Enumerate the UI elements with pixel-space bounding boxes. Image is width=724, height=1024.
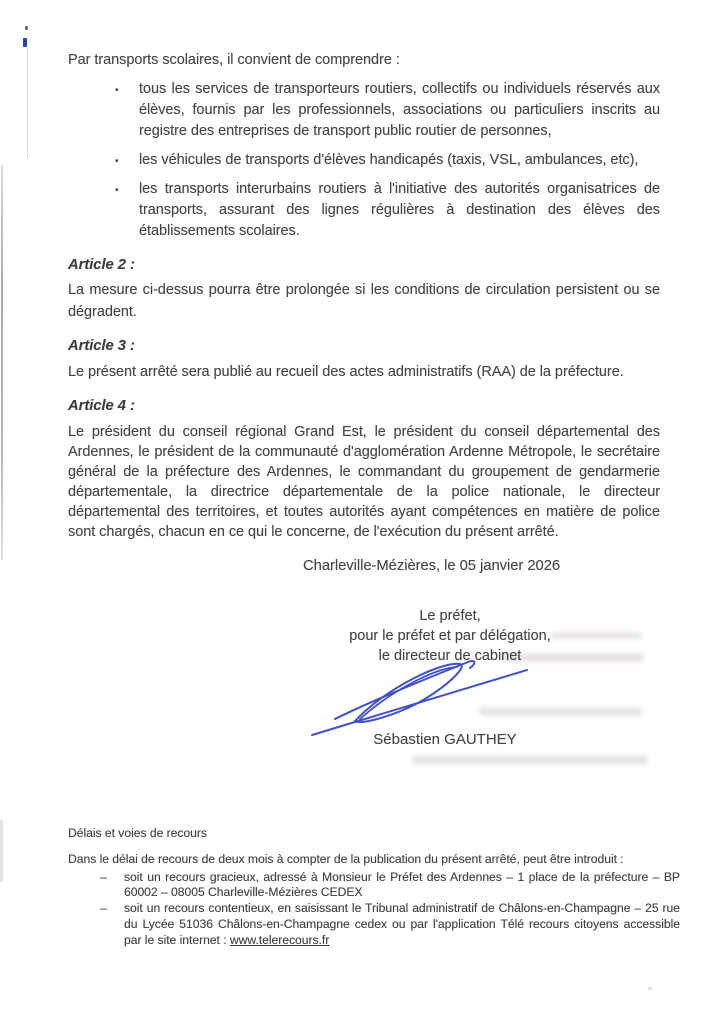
signature-ink [305,653,535,743]
margin-dot-mark [25,26,28,30]
scan-edge-streak [0,820,3,882]
list-item [68,179,660,242]
article-3-body: Le présent arrêté sera publié au recueil des actes administratifs (RAA) de la préfecture. [68,363,624,380]
document-body [68,50,660,577]
bullet-icon: • [115,84,119,96]
bullet-icon: • [115,184,119,196]
bullet-text: les transports interurbains routiers à l'initiative des autorités organisatrices de transports, assurant des lignes régulières à destination des élèves des établissements scolaires. [139,180,660,239]
signatory-name: Sébastien GAUTHEY [373,731,517,748]
recourse-item [68,901,680,948]
dash-icon: – [100,901,107,916]
bullet-icon: • [115,155,119,167]
recourse-text: soit un recours gracieux, adressé à Monsieur le Préfet des Ardennes – 1 place de la préfecture – BP 60002 – 08005 Charleville-Mézières CEDEX [124,869,680,900]
closing-line: pour le préfet et par délégation, [349,628,551,644]
article-2-body: La mesure ci-dessus pourra être prolongée si les conditions de circulation persistent ou se dégradent. [68,282,660,320]
list-item [68,79,660,142]
scan-fold-line [27,48,28,158]
recourse-item [68,870,680,902]
footer-recourse [68,826,680,949]
bullet-list [68,79,660,242]
closing-line: Le préfet, [419,608,481,624]
article-4-title: Article 4 : [68,398,135,414]
article-3-title: Article 3 : [68,338,135,354]
scan-speck [648,987,652,990]
footer-heading: Délais et voies de recours [68,826,207,840]
bullet-text: tous les services de transporteurs routiers, collectifs ou individuels réservés aux élèves, fournis par les professionnels, associations ou particuliers inscrits au registre des entreprises de transport public routier de personnes, [139,80,660,139]
margin-pen-mark [23,38,27,47]
bleed-through-text [412,755,648,765]
bullet-text: les véhicules de transports d'élèves handicapés (taxis, VSL, ambulances, etc), [139,151,639,168]
scan-edge-line [1,165,3,560]
article-4-body: Le président du conseil régional Grand Est, le président du conseil départemental des Ardennes, le président de la communauté d'agglomération Ardenne Métropole, le secrétaire général de la préfecture des Ardennes, le commandant du groupement de gendarmerie départementale, la directrice départementale de la police nationale, le directeur départemental des territoires, et toutes autorités ayant compétences en matière de police sont chargés, chacun en ce qui le concerne, de l'exécution du présent arrêté. [68,423,660,540]
place-date-line: Charleville-Mézières, le 05 janvier 2026 [303,557,561,574]
intro-paragraph: Par transports scolaires, il convient de comprendre : [68,52,400,68]
footer-intro: Dans le délai de recours de deux mois à compter de la publication du présent arrêté, peut être introduit : [68,851,624,866]
closing-line: le directeur de cabinet [378,648,522,664]
dash-icon: – [100,869,107,884]
telerecours-link[interactable]: www.telerecours.fr [229,932,330,947]
list-item [68,150,660,171]
recourse-text: soit un recours contentieux, en saisissant le Tribunal administratif de Châlons-en-Champagne – 25 rue du Lycée 51036 Châlons-en-Champagne cedex ou par l'application Télé recours citoyens accessible par le site internet : [124,901,680,947]
article-2-title: Article 2 : [68,256,135,273]
